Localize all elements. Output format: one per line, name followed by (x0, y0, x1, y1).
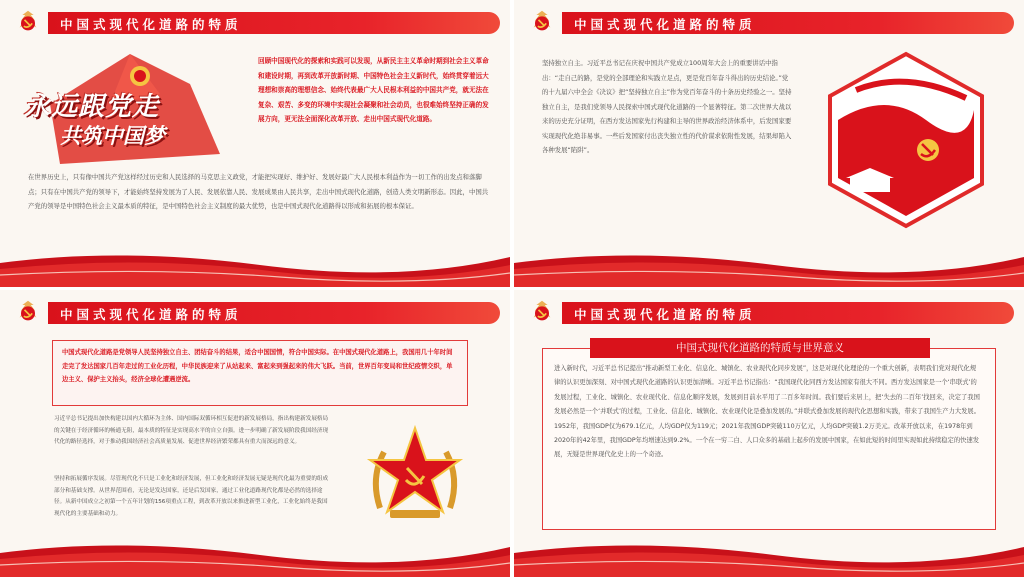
frame-title: 中国式现代化道路的特质与世界意义 (590, 338, 930, 358)
header-bar (48, 302, 500, 324)
red-ribbon-wave (514, 245, 1024, 287)
body-paragraph: 进入新时代，习近平总书记提出“推动新型工业化、信息化、城镇化、农业现代化同步发展”，这是对现代化理论的一个重大创新，表明我们党对现代化规律的认识更加深刻、对中国式现代化道路的认识更加清晰。习近平总书记指出：“我国现代化同西方发达国家有很大不同。西方发达国家是一个‘串联式’的发展过程，工业化、城镇化、农业现代化、信息化顺序发展，发展到目前水平用了二百多年时间。我们要后来居上，把‘失去的二百年’找回来，决定了我国发展必然是一个‘并联式’的过程，工业化、信息化、城镇化、农业现代化是叠加发展的。”并联式叠加发展的现代化思想和实践，带来了我国生产力大发展。1952年，我国GDP仅为679.1亿元，人均GDP仅为119元；2021年我国GDP突破110万亿元，人均GDP突破1.2万美元。改革开放以来，在1978年到2020年的42年里，我国GDP年均增速达到9.2%。一个在一穷二白、人口众多的基础上起步的发展中国家，在如此短的时间里实现如此持续稳定的快速发展，无疑是世界现代化史上的一个奇迹。 (554, 365, 980, 459)
red-ribbon-wave (514, 535, 1024, 577)
party-emblem-icon (14, 8, 42, 36)
red-ribbon-wave (0, 535, 510, 577)
body-paragraph: 坚持独立自主。习近平总书记在庆祝中国共产党成立100周年大会上的重要讲话中指出：“走自己的路，是党的全部理论和实践立足点，更是党百年奋斗得出的历史结论。”党的十九届六中全会《决议》把“坚持独立自主”作为党百年奋斗的十条历史经验之一。坚持独立自主，是我们党领导人民探索中国式现代化道路的一个显著特征。第二次世界大战以来的历史充分证明，在西方发达国家先行构建和主导的世界政治经济体系中，后发国家要实现现代化绝非易事。一些后发国家付出丧失独立性的代价谋求依附性发展，结果却陷入各种发展“陷阱”。 (542, 59, 792, 154)
slide-2[interactable] (514, 0, 1024, 287)
body-paragraph: 在世界历史上，只有像中国共产党这样经过历史和人民选择的马克思主义政党，才能把实现好、维护好、发展好最广大人民根本利益作为一切工作的出发点和落脚点；只有在中国共产党的领导下，才能始终坚持发展为了人民、发展依靠人民、发展成果由人民共享，走出中国式现代化道路，创造人类文明新形态。因此，中国共产党的领导是中国特色社会主义最本质的特征，是中国特色社会主义制度的最大优势，也是中国式现代化道路得以形成和拓展的根本保证。 (28, 173, 489, 210)
slide-1[interactable] (0, 0, 510, 287)
header-title: 中国式现代化道路的特质 (574, 17, 756, 32)
party-emblem-icon (528, 8, 556, 36)
header-bar (48, 12, 500, 34)
slogan-line-1: 永远跟党走 (24, 92, 160, 122)
body-paragraph-2: 坚持和拓展循序发展。尽管现代化不只是工业化和经济发展，但工业化和经济发展无疑是现代化最为重要的组成部分和基础支撑。从世界范围看，无论是发达国家，还是后发国家，通过工业化道路现代化都是必然的选择途径。从新中国成立之初第一个五年计划的156项重点工程，到改革开放以来推进新型工业化，工业化始终是我国现代化的主要基础和动力。 (54, 476, 329, 517)
header-title: 中国式现代化道路的特质 (60, 17, 242, 32)
red-ribbon-wave (0, 245, 510, 287)
header-bar (562, 302, 1014, 324)
header-title: 中国式现代化道路的特质 (574, 307, 756, 322)
star-emblem-graphic (360, 418, 470, 528)
header-bar (562, 12, 1014, 34)
header-title: 中国式现代化道路的特质 (60, 307, 242, 322)
party-emblem-icon (14, 298, 42, 326)
hexagon-flag-graphic (816, 50, 996, 230)
highlight-paragraph: 回顾中国现代化的探索和实践可以发现，从新民主主义革命时期到社会主义革命和建设时期，再到改革开放新时期、中国特色社会主义新时代，始终贯穿着远大理想和崇高的理想信念、始终代表最广大人民根本利益的中国共产党，就无法在复杂、艰苦、多变的环境中实现社会凝聚和社会动员，也很难始终坚持正确的发展方向，更无法全面深化改革开放、走出中国式现代化道路。 (258, 57, 489, 124)
party-emblem-icon (528, 298, 556, 326)
highlight-paragraph: 中国式现代化道路是党领导人民坚持独立自主、团结奋斗的结果，适合中国国情，符合中国实际。在中国式现代化道路上，我国用几十年时间走完了发达国家几百年走过的工业化历程，中华民族迎来了从站起来、富起来到强起来的伟大飞跃。当前，世界百年变局和世纪疫情交织，单边主义、保护主义抬头，经济全球化遭遇逆流。 (62, 349, 453, 383)
body-paragraph-1: 习近平总书记提出加快构建以国内大循环为主体、国内国际双循环相互促进的新发展格局，指出构建新发展格局的关键在于经济循环的畅通无阻，最本质的特征是实现高水平的自立自强。进一步明确了新发展阶段我国经济现代化的路径选择，对于推动我国经济社会高质量发展、促进世界经济繁荣都具有重大而深远的意义。 (54, 416, 329, 446)
slide-3[interactable] (0, 290, 510, 577)
slide-4[interactable] (514, 290, 1024, 577)
slogan-line-2: 共筑中国梦 (60, 124, 165, 148)
